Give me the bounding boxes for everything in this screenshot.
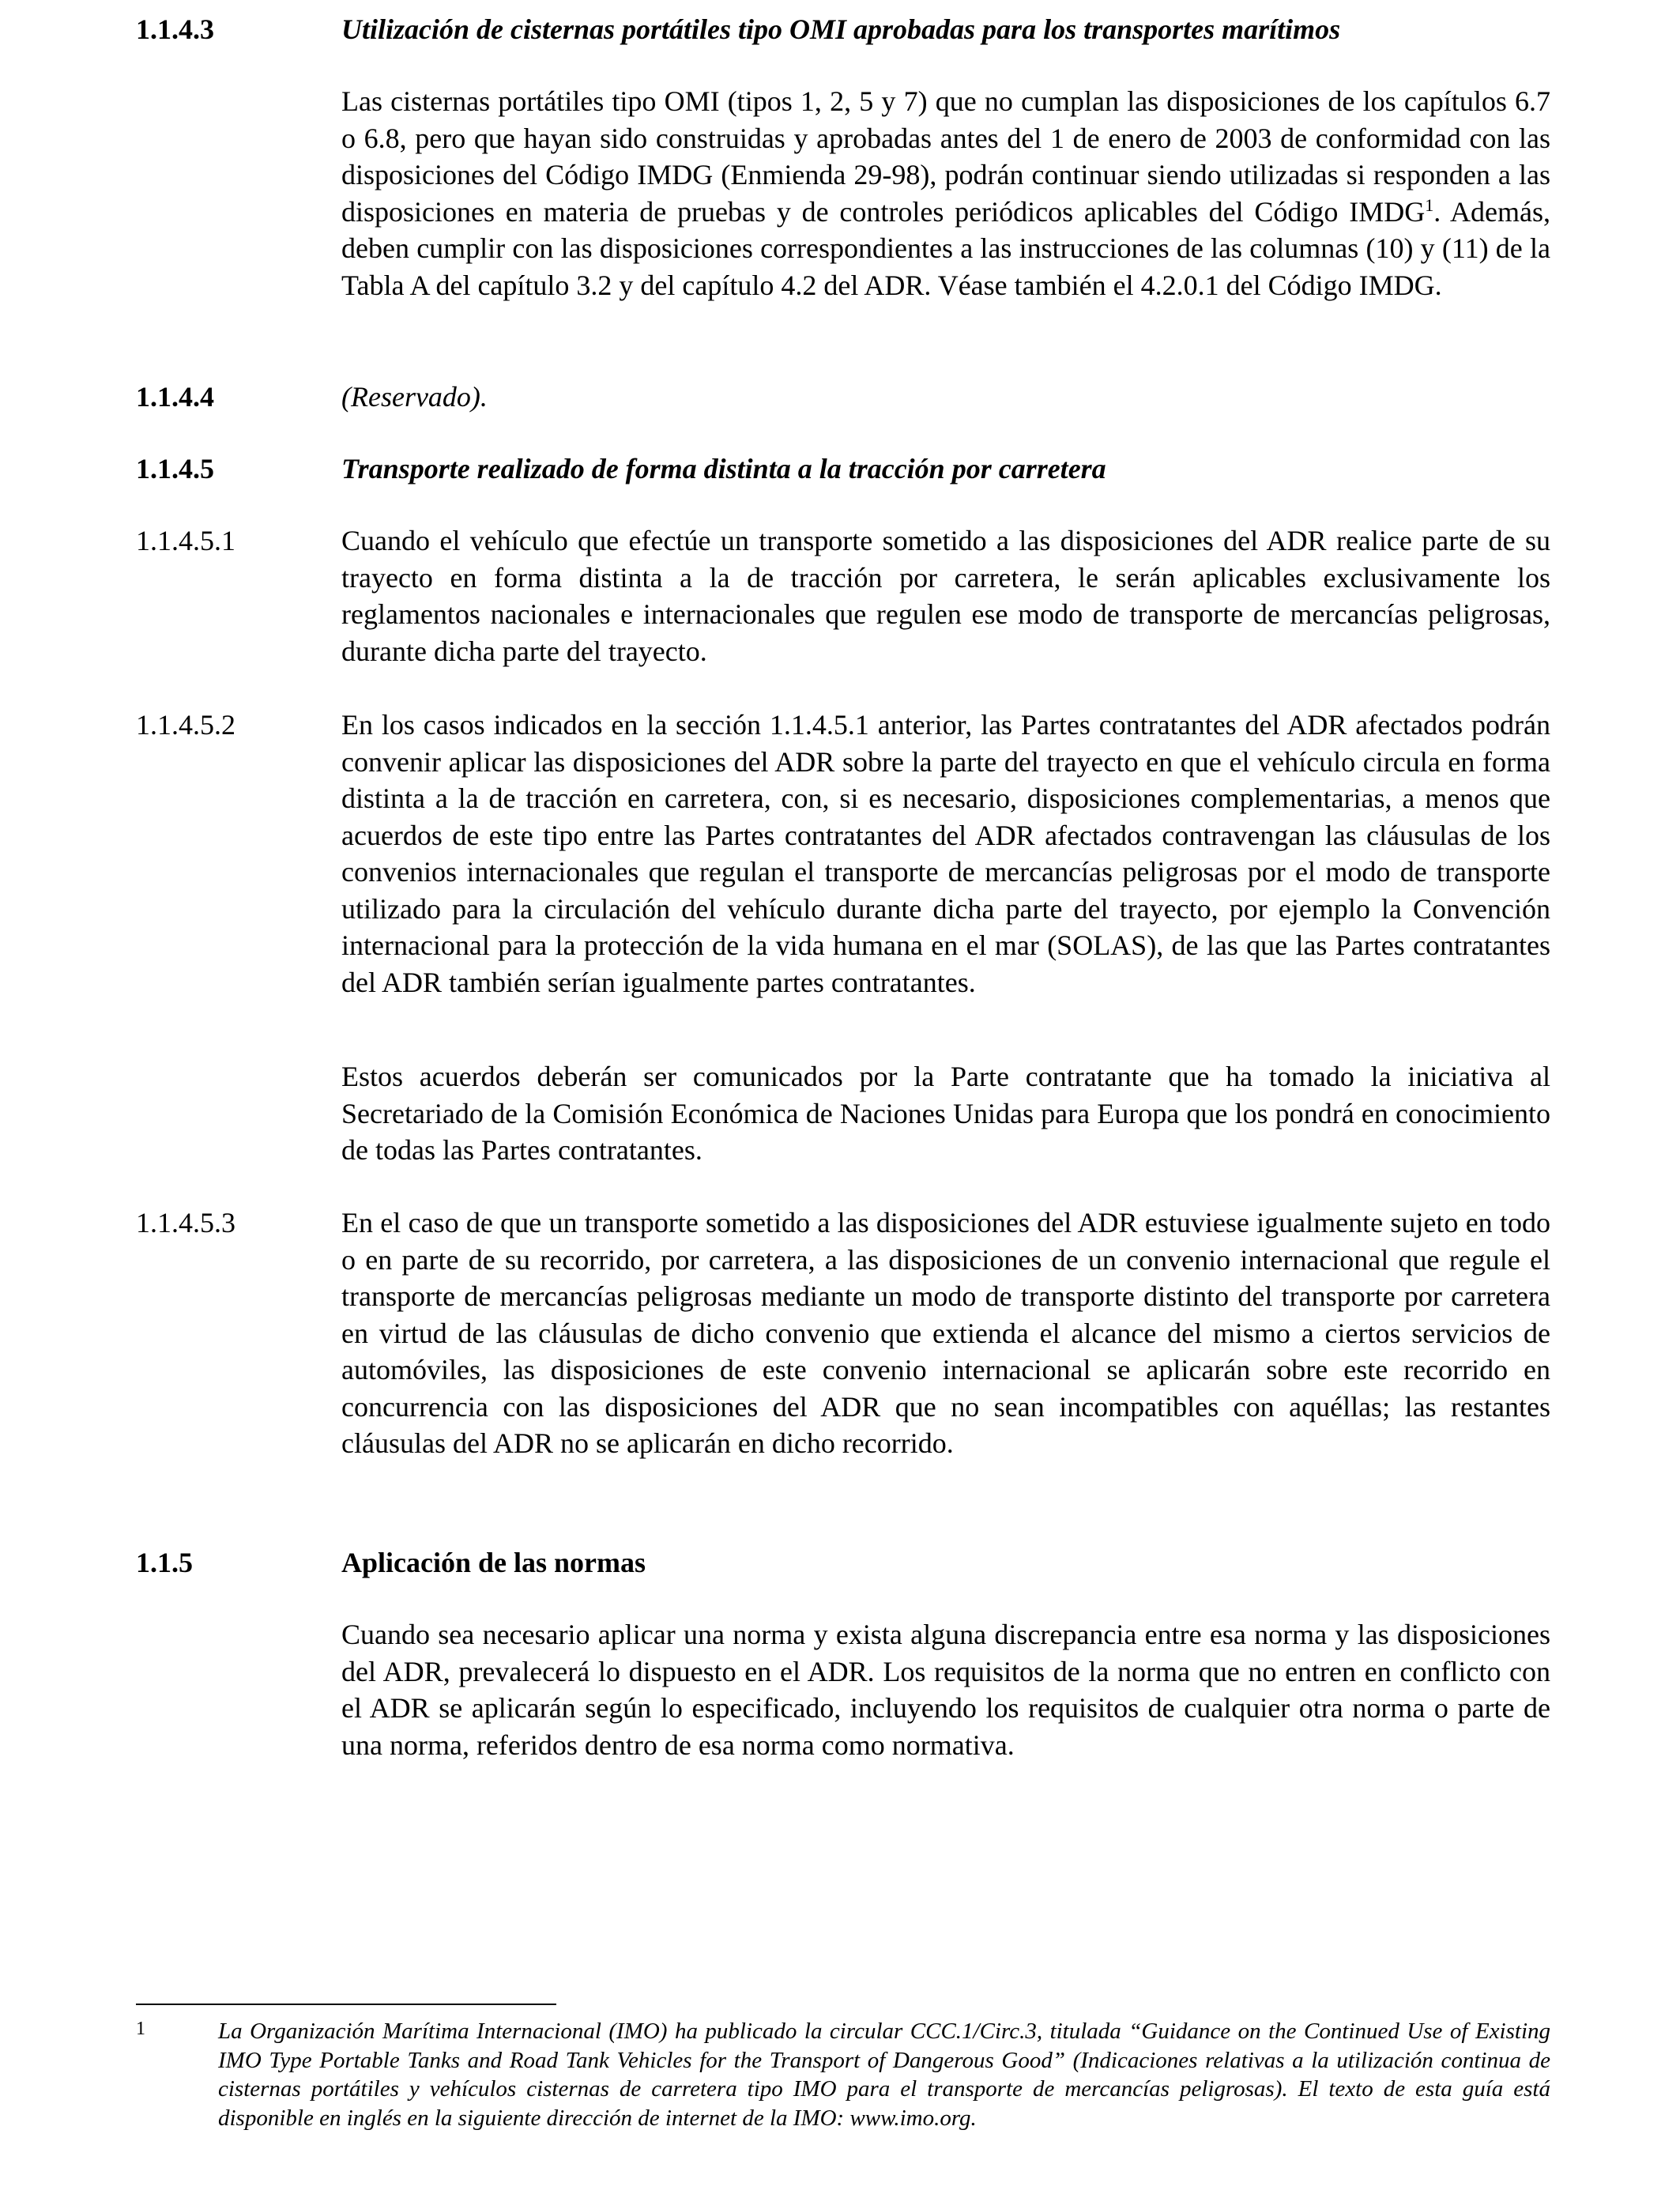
section-title: Transporte realizado de forma distinta a la tracción por carretera bbox=[341, 453, 1106, 484]
section-1-1-5-body bbox=[136, 1616, 1550, 1763]
section-title: Utilización de cisternas portátiles tipo OMI aprobadas para los transportes marítimos bbox=[341, 13, 1341, 45]
footnote-reference[interactable]: 1 bbox=[1425, 194, 1434, 215]
paragraph: Estos acuerdos deberán ser comunicados por la Parte contratante que ha tomado la iniciativa al Secretariado de la Comisión Económica de Naciones Unidas para Europa que los pondrá en conocimiento de todas las Partes contratantes. bbox=[341, 1061, 1550, 1166]
section-number: 1.1.4.4 bbox=[136, 381, 214, 413]
paragraph: En los casos indicados en la sección 1.1.4.5.1 anterior, las Partes contratantes del ADR afectados podrán convenir aplicar las disposiciones del ADR sobre la parte del trayecto en que el vehículo circula en forma distinta a la de tracción en carretera, con, si es necesario, disposiciones complementarias, a menos que acuerdos de este tipo entre las Partes contratantes del ADR afectados contravengan las cláusulas de los convenios internacionales que regulan el transporte de mercancías peligrosas por el modo de transporte utilizado para la circulación del vehículo durante dicha parte del trayecto, por ejemplo la Convención internacional para la protección de la vida humana en el mar (SOLAS), de las que las Partes contratantes del ADR también serían igualmente partes contratantes. bbox=[341, 709, 1550, 998]
section-1-1-4-5-3 bbox=[136, 1204, 1550, 1462]
section-number: 1.1.4.5.1 bbox=[136, 525, 235, 556]
section-number: 1.1.4.5 bbox=[136, 453, 214, 484]
footnote-separator bbox=[136, 2004, 556, 2005]
footnote bbox=[136, 2017, 1550, 2132]
paragraph-text: Las cisternas portátiles tipo OMI (tipos 1, 2, 5 y 7) que no cumplan las disposiciones de los capítulos 6.7 o 6.8, pero que hayan sido construidas y aprobadas antes del 1 de enero de 2003 de conformidad con las disposiciones del Código IMDG (Enmienda 29-98), podrán continuar siendo utilizadas si responden a las disposiciones en materia de pruebas y de controles periódicos aplicables del Código IMDG bbox=[341, 85, 1550, 228]
section-1-1-4-5-2-body bbox=[136, 1058, 1550, 1169]
section-title: Aplicación de las normas bbox=[341, 1547, 646, 1578]
section-1-1-4-5-2 bbox=[136, 707, 1550, 1001]
paragraph: Cuando el vehículo que efectúe un transporte sometido a las disposiciones del ADR realice parte de su trayecto en forma distinta a la de tracción por carretera, le serán aplicables exclusivamente los reglamentos nacionales e internacionales que regulen ese modo de transporte de mercancías peligrosas, durante dicha parte del trayecto. bbox=[341, 525, 1550, 667]
section-number: 1.1.4.5.2 bbox=[136, 709, 235, 741]
section-1-1-4-4 bbox=[136, 379, 1550, 415]
footnote-number: 1 bbox=[136, 2019, 145, 2039]
paragraph-text: . Además, deben cumplir con las disposiciones correspondientes a las instrucciones de las columnas (10) y (11) de la Tabla A del capítulo 3.2 y del capítulo 4.2 del ADR. Véase también el 4.2.0.1 del Código IMDG. bbox=[341, 195, 1550, 301]
paragraph: Cuando sea necesario aplicar una norma y exista alguna discrepancia entre esa norma y las disposiciones del ADR, prevalecerá lo dispuesto en el ADR. Los requisitos de la norma que no entren en conflicto con el ADR se aplicarán según lo especificado, incluyendo los requisitos de cualquier otra norma o parte de una norma, referidos dentro de esa norma como normativa. bbox=[341, 1619, 1550, 1761]
section-title: (Reservado). bbox=[341, 381, 488, 413]
section-number: 1.1.4.5.3 bbox=[136, 1207, 235, 1238]
paragraph: En el caso de que un transporte sometido a las disposiciones del ADR estuviese igualmente sujeto en todo o en parte de su recorrido, por carretera, a las disposiciones de un convenio internacional que regule el transporte de mercancías peligrosas mediante un modo de transporte distinto del transporte por carretera en virtud de las cláusulas de dicho convenio que extienda el alcance del mismo a ciertos servicios de automóviles, las disposiciones de este convenio internacional se aplicarán sobre este recorrido en concurrencia con las disposiciones del ADR que no sean incompatibles con aquéllas; las restantes cláusulas del ADR no se aplicarán en dicho recorrido. bbox=[341, 1207, 1550, 1459]
section-1-1-4-3 bbox=[136, 11, 1550, 47]
footnote-text: La Organización Marítima Internacional (IMO) ha publicado la circular CCC.1/Circ.3, titulada “Guidance on the Continued Use of Existing IMO Type Portable Tanks and Road Tank Vehicles for the Transport of Dangerous Good” (Indicaciones relativas a la utilización continua de cisternas portátiles y vehículos cisternas de carretera tipo IMO para el transporte de mercancías peligrosas). El texto de esta guía está disponible en inglés en la siguiente dirección de internet de la IMO: www.imo.org. bbox=[218, 2019, 1550, 2131]
section-1-1-4-3-body bbox=[136, 83, 1550, 303]
paragraph bbox=[341, 83, 1550, 303]
section-1-1-5 bbox=[136, 1544, 1550, 1581]
section-number: 1.1.5 bbox=[136, 1547, 193, 1578]
section-1-1-4-5 bbox=[136, 450, 1550, 487]
section-1-1-4-5-1 bbox=[136, 522, 1550, 669]
section-number: 1.1.4.3 bbox=[136, 13, 214, 45]
